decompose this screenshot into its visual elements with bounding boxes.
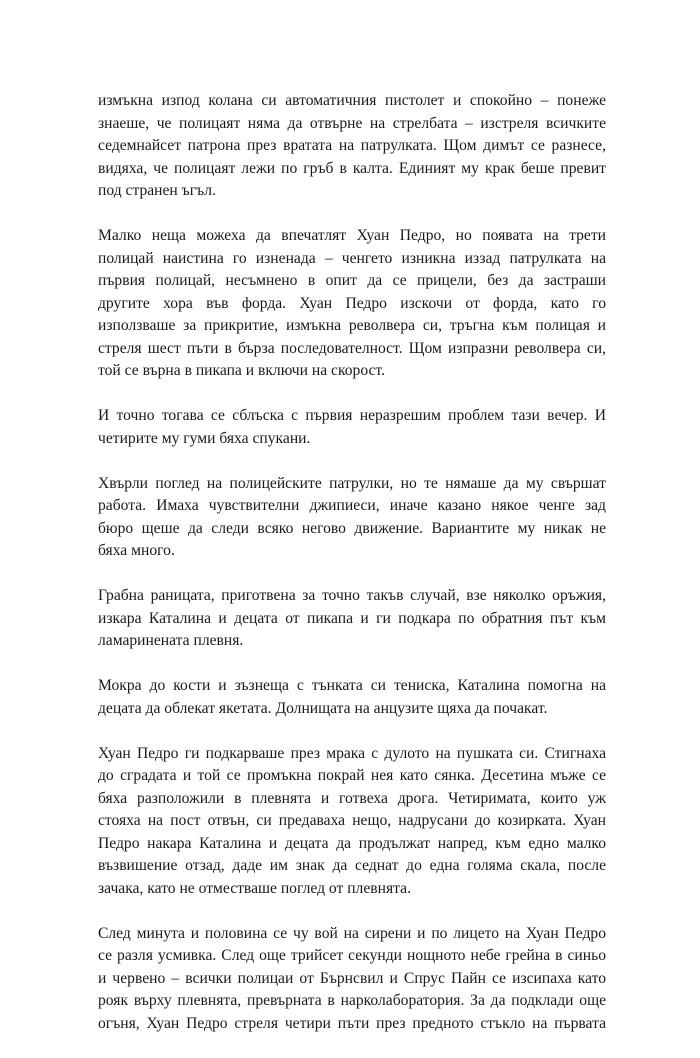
text-line: измъкна изпод колана си автоматичния пистолет и спокойно – понеже: [98, 92, 606, 109]
text-line: Грабна раницата, приготвена за точно такъв случай, взе няколко оръжия,: [98, 587, 606, 604]
text-line: рояк върху плевнята, превърната в нарколаборатория. За да подклади още: [98, 992, 606, 1009]
text-line: стояха на пост отвън, си предаваха нещо, надрусани до козирката. Хуан: [98, 812, 606, 829]
text-line: зачака, като не отместваше поглед от плевнята.: [98, 879, 411, 897]
text-line: другите хора във форда. Хуан Педро изскочи от форда, като го: [98, 294, 606, 312]
text-line: Малко неща можеха да впечатлят Хуан Педро, но появата на трети: [98, 227, 606, 244]
text-line: полицай наистина го изненада – ченгето изникна иззад патрулката на: [98, 249, 606, 267]
text-line: децата да облекат якетата. Долнищата на анцузите щяха да почакат.: [98, 699, 548, 717]
text-line: и червено – всички полицаи от Бърнсвил и Спрус Пайн се изсипаха като: [98, 969, 606, 987]
text-line: четирите му гуми бяха спукани.: [98, 429, 311, 447]
text-line: до сградата и той се промъкна покрай нея като сянка. Десетина мъже се: [98, 767, 606, 784]
text-line: бюро щеше да следи всяко негово движение. Вариантите му никак не: [98, 519, 606, 537]
text-line: Педро накара Каталина и децата да продължат напред, към едно малко: [98, 834, 606, 852]
text-line: ламаринената плевня.: [98, 632, 244, 649]
text-line: използваше за прикритие, измъкна револвера си, тръгна към полицая и: [98, 317, 606, 334]
text-line: Хвърли поглед на полицейските патрулки, но те нямаше да му свършат: [98, 474, 606, 492]
text-line: той се върна в пикапа и включи на скорост.: [98, 362, 385, 379]
paragraph: [98, 675, 606, 720]
text-line: работа. Имаха чувствителни джипиеси, иначе казано някое ченге зад: [98, 497, 606, 514]
paragraph: [98, 923, 606, 1036]
text-line: изкара Каталина и децата от пикапа и ги подкара по обратния път към: [98, 609, 606, 627]
text-line: знаеше, че полицаят няма да отвърне на стрелбата – изстреля всичките: [98, 114, 606, 132]
text-line: бяха много.: [98, 542, 175, 559]
text-line: И точно тогава се сблъска с първия неразрешим проблем тази вечер. И: [98, 407, 606, 424]
text-line: Мокра до кости и зъзнеща с тънката си тениска, Каталина помогна на: [98, 677, 606, 694]
text-line: под странен ъгъл.: [98, 182, 216, 199]
text-line: се разля усмивка. След още трийсет секунди нощното небе грейна в синьо: [98, 947, 606, 964]
text-line: бяха разположили в плевнята и готвеха дрога. Четиримата, които уж: [98, 789, 606, 807]
text-line: огъня, Хуан Педро стреля четири пъти през предното стъкло на първата: [98, 1014, 606, 1032]
paragraph: [98, 585, 606, 653]
paragraph: [98, 743, 606, 901]
text-line: седемнайсет патрона през вратата на патрулката. Щом димът се разнесе,: [98, 137, 606, 154]
text-line: възвишение отзад, даде им знак да седнат до една голяма скала, после: [98, 857, 606, 874]
text-line: видяха, че полицаят лежи по гръб в калта. Единият му крак беше превит: [98, 159, 606, 177]
text-line: първия полицай, несъмнено в опит да се прицели, без да застраши: [98, 272, 606, 289]
paragraph: [98, 90, 606, 203]
text-line: стреля шест пъти в бърза последователност. Щом изпразни револвера си,: [98, 339, 606, 357]
paragraph: [98, 405, 606, 450]
text-line: Хуан Педро ги подкарваше през мрака с дулото на пушката си. Стигнаха: [98, 744, 606, 762]
body-text: [98, 90, 606, 1058]
paragraph: [98, 473, 606, 563]
text-line: След минута и половина се чу вой на сирени и по лицето на Хуан Педро: [98, 924, 606, 942]
paragraph: [98, 225, 606, 383]
